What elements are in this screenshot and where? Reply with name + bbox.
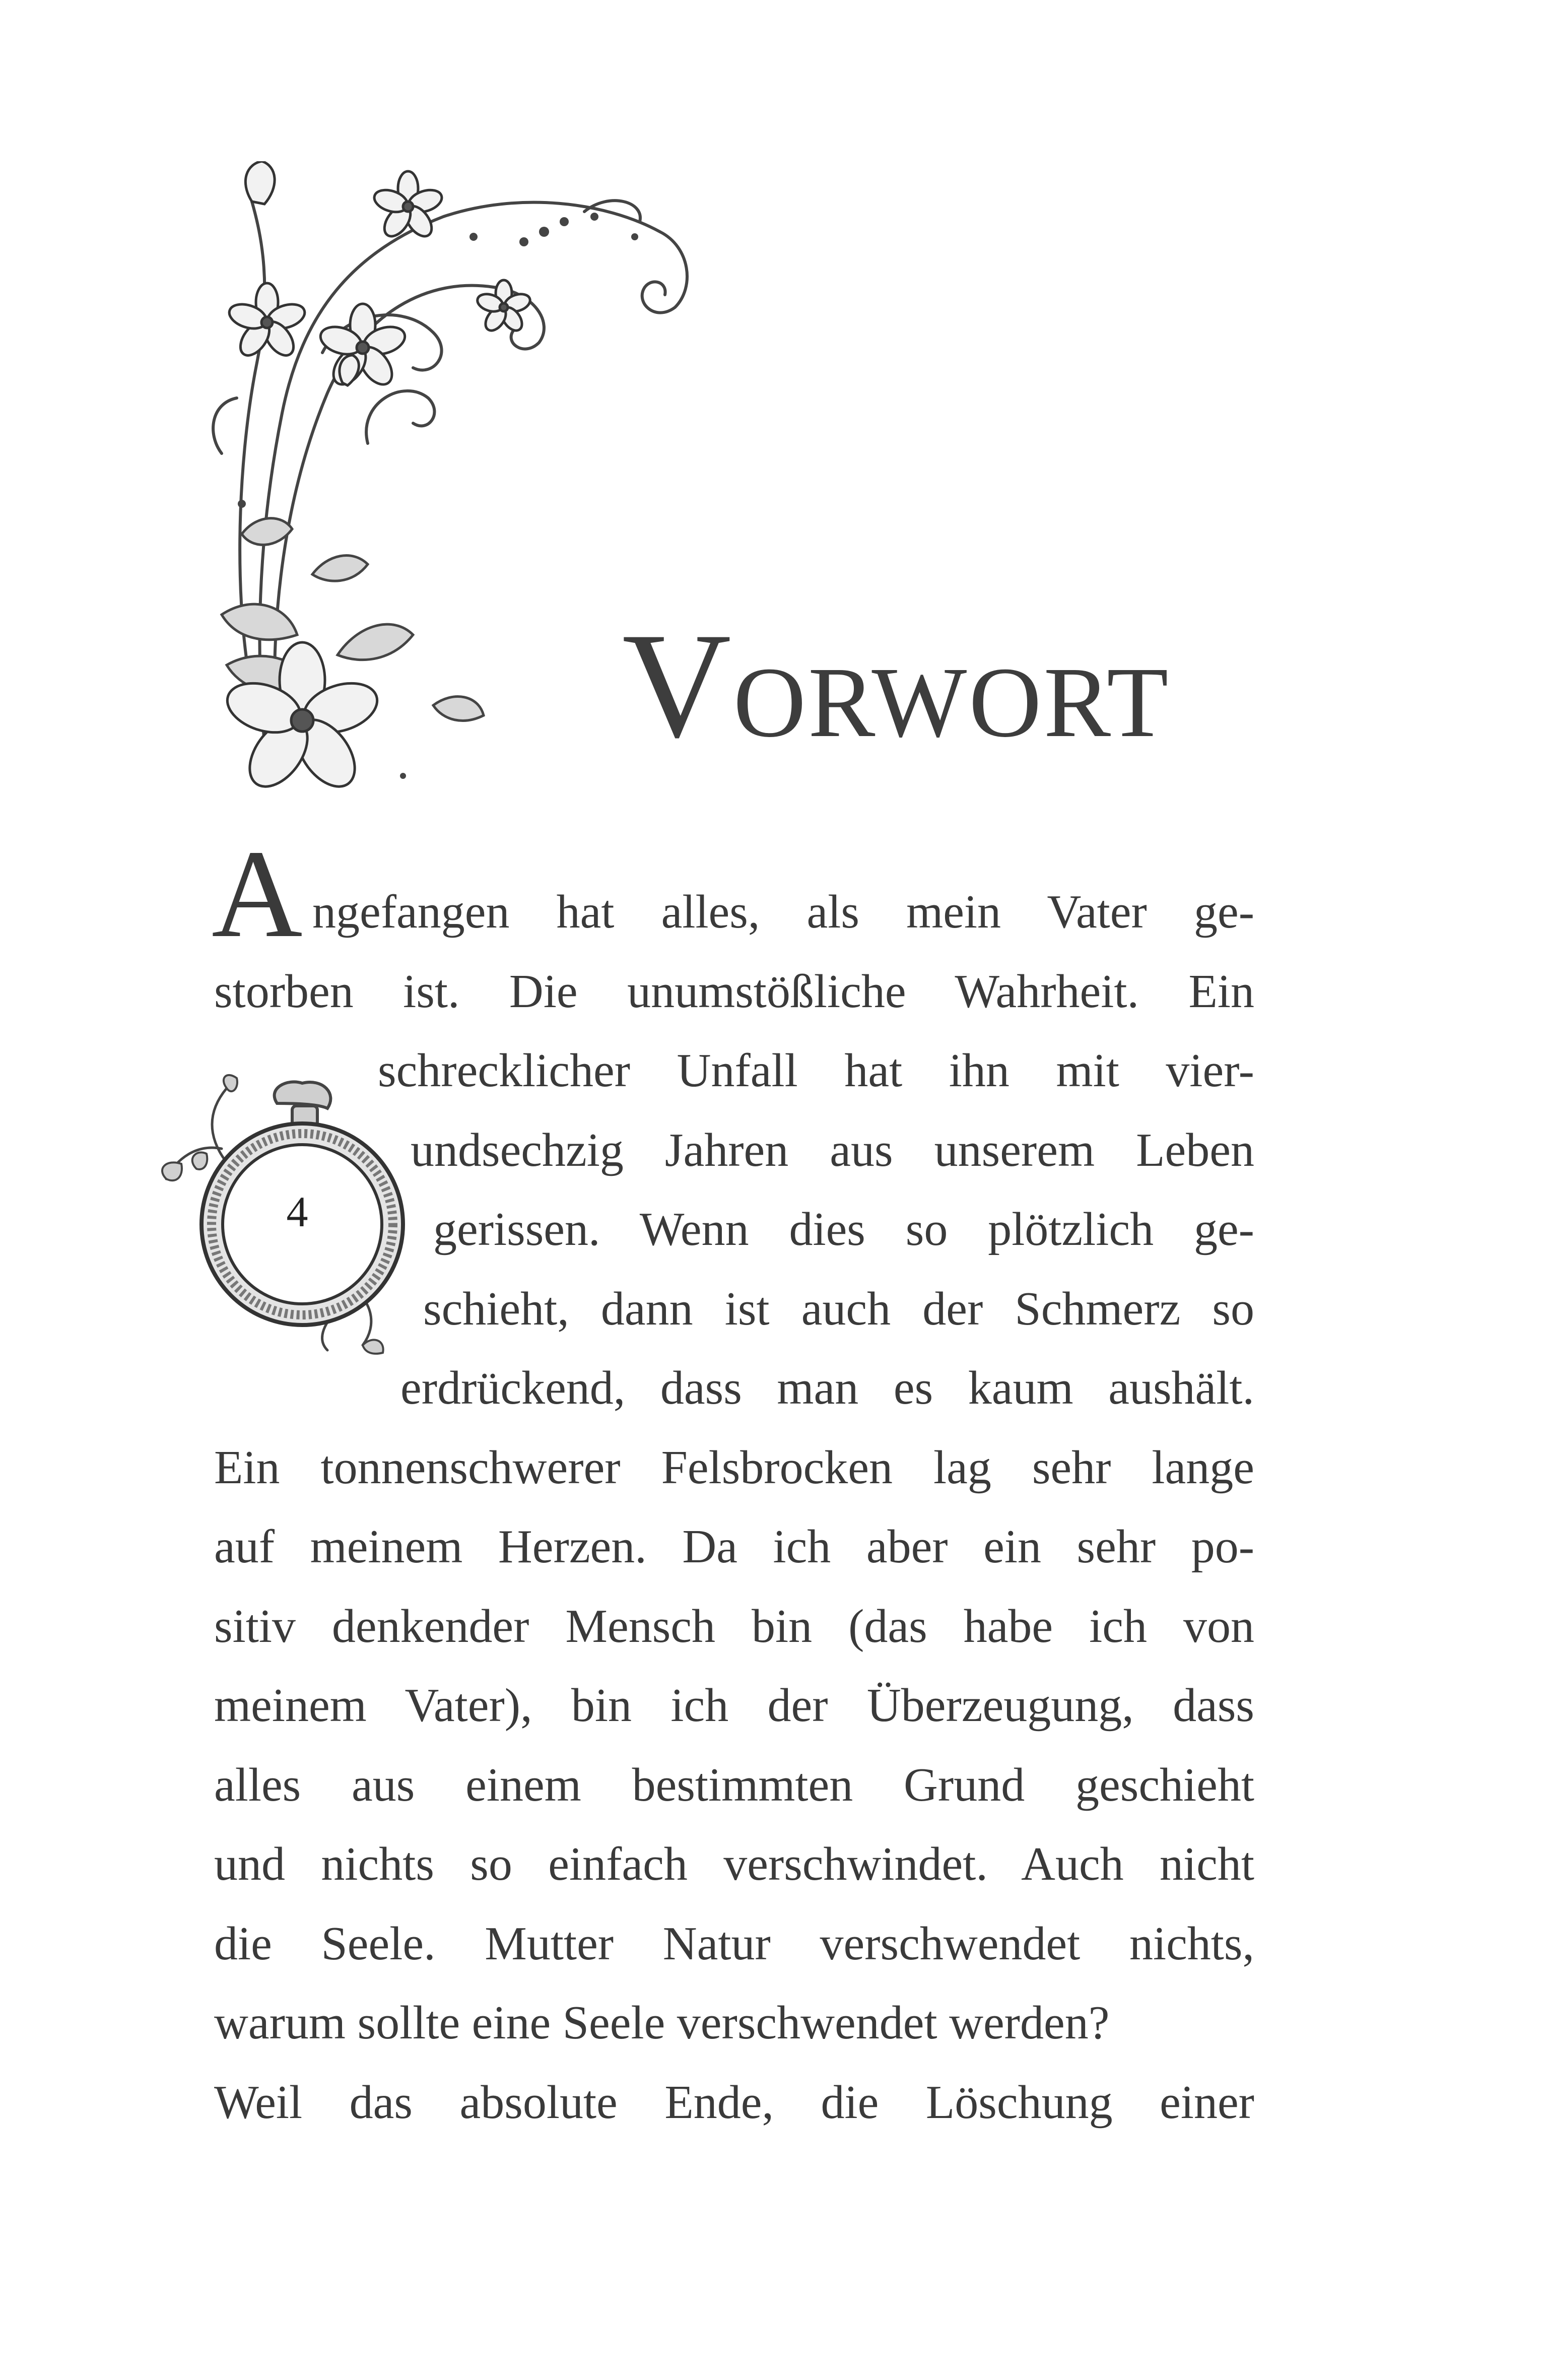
text-line: erdrückend, dass man es kaum aushält. xyxy=(400,1362,1254,1414)
drop-cap: A xyxy=(212,824,303,964)
page-number: 4 xyxy=(286,1187,308,1236)
chapter-title-cap: V xyxy=(622,602,733,769)
text-line: schrecklicher Unfall hat ihn mit vier- xyxy=(378,1044,1254,1097)
text-line: ngefangen hat alles, als mein Vater ge- xyxy=(312,886,1254,938)
text-line: storben ist. Die unumstößliche Wahrheit. Ein xyxy=(214,965,1254,1018)
text-line: Ein tonnenschwerer Felsbrocken lag sehr lange xyxy=(214,1441,1254,1494)
text-line: und nichts so einfach verschwindet. Auch nicht xyxy=(214,1838,1254,1890)
text-line: undsechzig Jahren aus unserem Leben xyxy=(411,1124,1254,1176)
text-line: auf meinem Herzen. Da ich aber ein sehr po- xyxy=(214,1520,1254,1573)
text-line: warum sollte eine Seele verschwendet werden? xyxy=(214,1997,1110,2049)
text-line: meinem Vater), bin ich der Überzeugung, dass xyxy=(214,1679,1254,1732)
text-line: alles aus einem bestimmten Grund geschieht xyxy=(214,1759,1254,1811)
text-line: Weil das absolute Ende, die Löschung einer xyxy=(214,2076,1254,2129)
chapter-title xyxy=(622,602,1262,769)
text-line: gerissen. Wenn dies so plötzlich ge- xyxy=(433,1203,1254,1255)
text-line: schieht, dann ist auch der Schmerz so xyxy=(423,1283,1254,1335)
chapter-title-rest: ORWORT xyxy=(733,647,1171,758)
text-line: sitiv denkender Mensch bin (das habe ich von xyxy=(214,1600,1254,1652)
text-line: die Seele. Mutter Natur verschwendet nichts, xyxy=(214,1918,1254,1970)
